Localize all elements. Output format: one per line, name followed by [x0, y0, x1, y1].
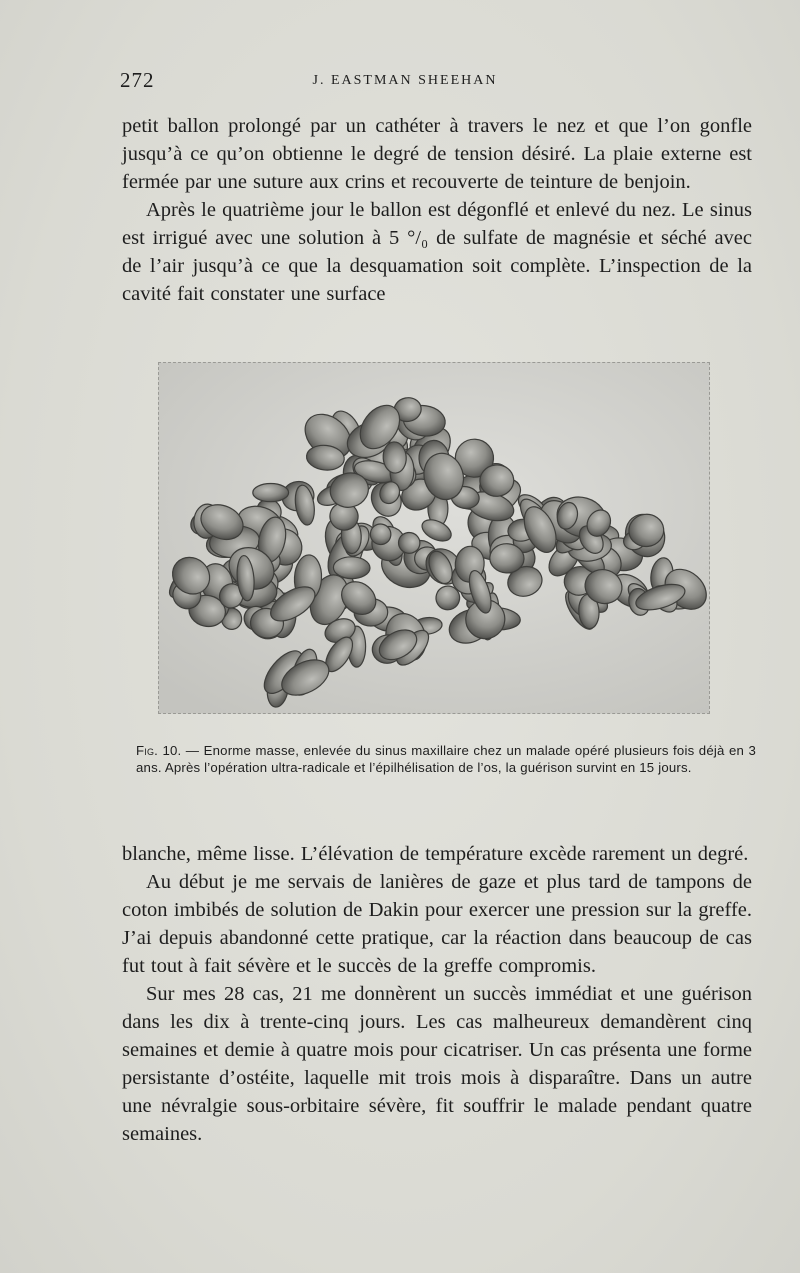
- paragraph: Sur mes 28 cas, 21 me donnèrent un succès immédiat et une guérison dans les dix à trente-cinq jours. Les cas malheureux demandèrent cinq semaines et demie à quatre mois pour cicatriser. Un cas présenta une forme persistante d’ostéite, laquelle mit trois mois à disparaître. Dans un autre une névralgie sous-orbitaire sévère, fit souffrir le malade pendant quatre semaines.: [122, 983, 752, 1145]
- tissue-lobe: [333, 556, 370, 578]
- paragraph: blanche, même lisse. L’élévation de température excède rarement un degré.: [122, 843, 749, 865]
- top-text-block: [122, 112, 752, 308]
- page-number: 272: [120, 68, 155, 92]
- bottom-text-block: [122, 840, 752, 1148]
- figure-label: Fig. 10. —: [136, 743, 200, 758]
- page-header: [120, 68, 690, 98]
- tumor-mass-illustration: [159, 363, 709, 713]
- paragraph: Après le quatrième jour le ballon est dégonflé et enlevé du nez. Le sinus est irrigué avec une solution à 5 °/₀ de sulfate de magnésie et séché avec de l’air jusqu’à ce que la desquamation soit complète. L’inspection de la cavité fait constater une surface: [122, 199, 752, 305]
- paragraph: Au début je me servais de lanières de gaze et plus tard de tampons de coton imbibés de solution de Dakin pour exercer une pression sur la greffe. J’ai depuis abandonné cette pratique, car la réaction dans beaucoup de cas fut tout à fait sévère et le succès de la greffe compromis.: [122, 871, 752, 977]
- running-title: J. EASTMAN SHEEHAN: [312, 73, 498, 88]
- figure-10-photograph: [158, 362, 710, 714]
- figure-caption: [136, 742, 756, 776]
- caption-text: Enorme masse, enlevée du sinus maxillaire chez un malade opéré plusieurs fois déjà en 3 ans. Après l’opération ultra-radicale et l’épilhélisation de l’os, la guérison survint en 15 jours.: [136, 743, 756, 775]
- tissue-lobe: [253, 484, 289, 502]
- paragraph: petit ballon prolongé par un cathéter à travers le nez et que l’on gonfle jusqu’à ce qu’on obtienne le degré de tension désiré. La plaie externe est fermée par une suture aux crins et recouverte de teinture de benjoin.: [122, 115, 752, 193]
